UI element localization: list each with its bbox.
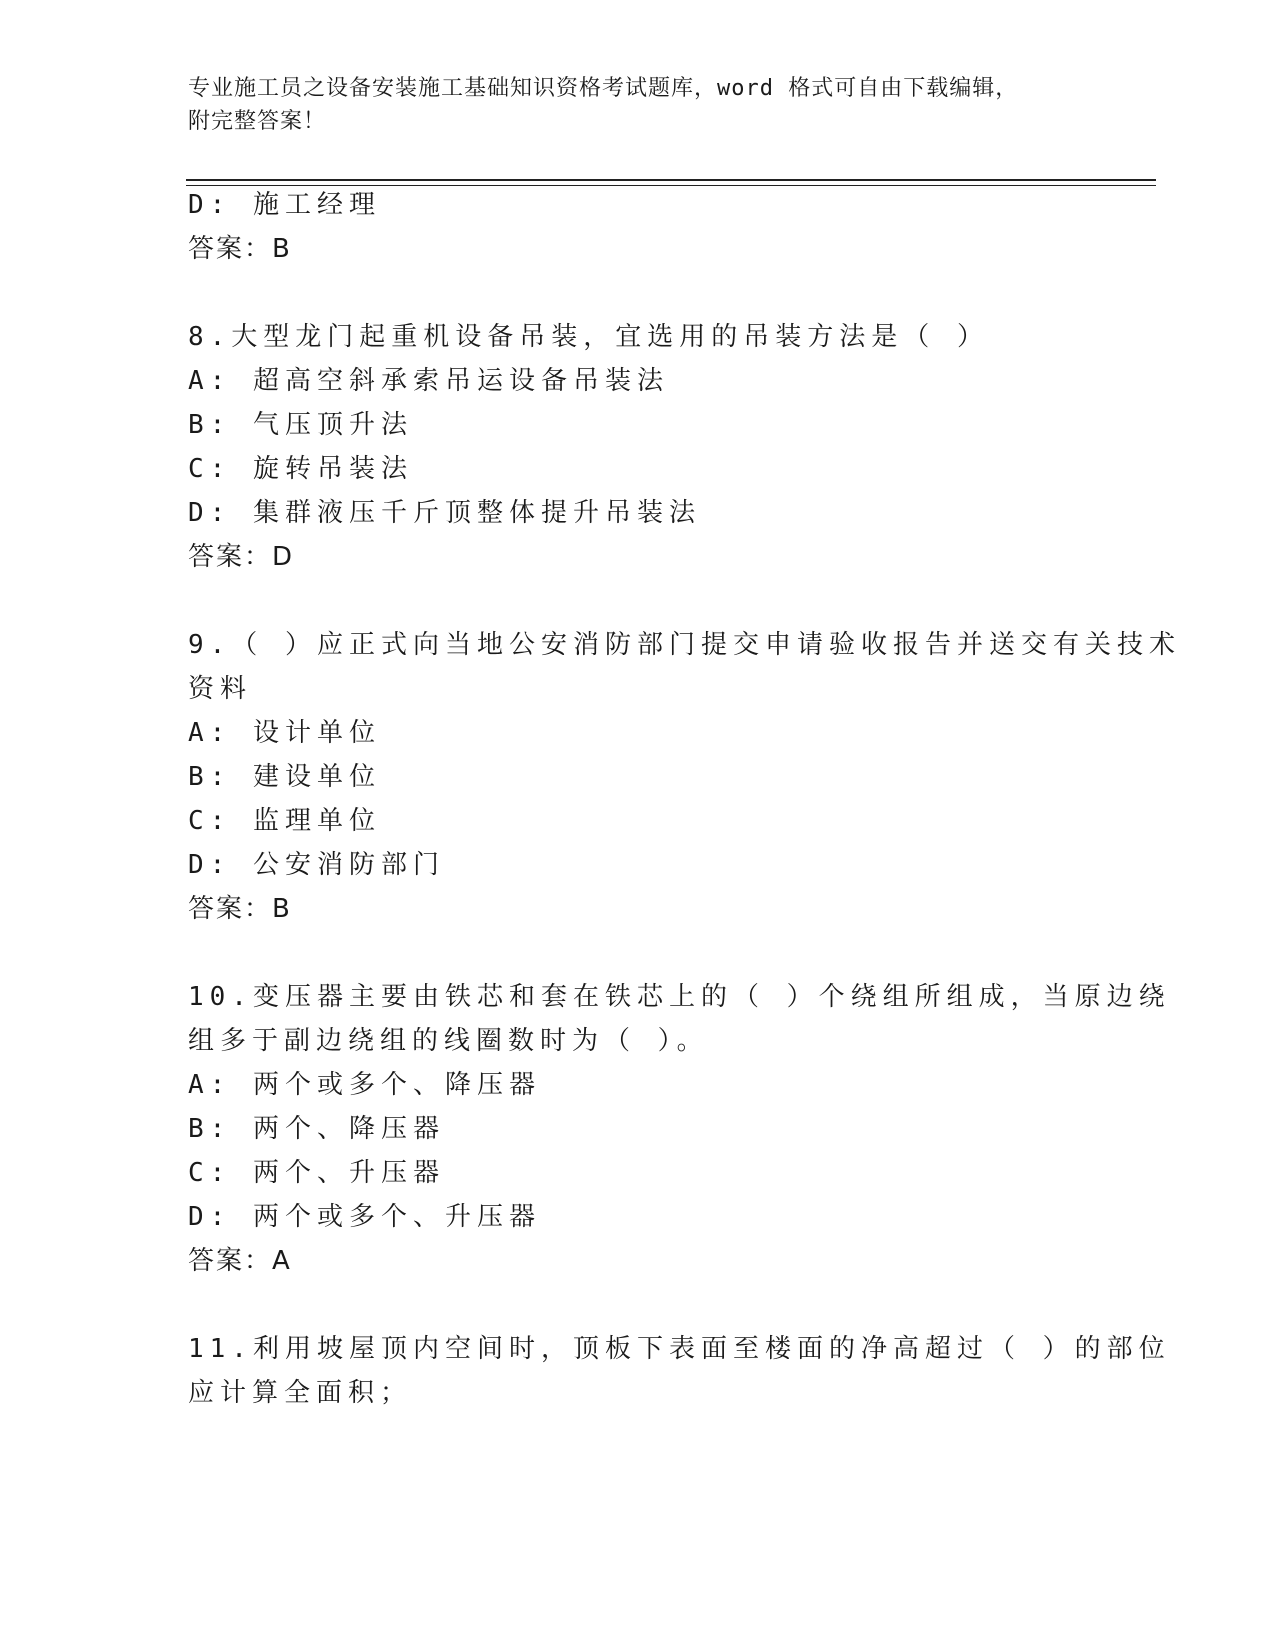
document-header (188, 72, 1088, 138)
header-line-2: 附完整答案！ (188, 109, 327, 134)
option-d: D: 施工经理 (188, 190, 381, 220)
question-9-option-b: B: 建设单位 (188, 762, 381, 792)
question-8-option-a: A: 超高空斜承索吊运设备吊装法 (188, 366, 669, 396)
question-9-option-c: C: 监理单位 (188, 806, 381, 836)
question-10-option-d: D: 两个或多个、升压器 (188, 1202, 541, 1232)
question-9-answer: 答案：B (188, 894, 292, 924)
question-8-option-c: C: 旋转吊装法 (188, 454, 413, 484)
question-10-option-b: B: 两个、降压器 (188, 1114, 445, 1144)
question-10-answer: 答案：A (188, 1246, 292, 1276)
question-10-stem-line-2: 组多于副边绕组的线圈数时为（ ）。 (188, 1026, 709, 1056)
question-9-option-d: D: 公安消防部门 (188, 850, 445, 880)
header-divider-thin (186, 185, 1156, 186)
answer-line: 答案：B (188, 234, 292, 264)
header-line-1: 专业施工员之设备安装施工基础知识资格考试题库，word 格式可自由下载编辑， (188, 76, 1019, 101)
question-10-stem-line-1: 10.变压器主要由铁芯和套在铁芯上的（ ）个绕组所组成，当原边绕 (188, 982, 1171, 1012)
question-9-stem-line-2: 资料 (188, 674, 253, 704)
question-8-option-d: D: 集群液压千斤顶整体提升吊装法 (188, 498, 701, 528)
question-10-option-a: A: 两个或多个、降压器 (188, 1070, 541, 1100)
header-divider-thick (186, 179, 1156, 181)
question-8-stem: 8.大型龙门起重机设备吊装，宜选用的吊装方法是（ ） (188, 322, 989, 352)
question-10-option-c: C: 两个、升压器 (188, 1158, 445, 1188)
question-9-option-a: A: 设计单位 (188, 718, 381, 748)
question-11-stem-line-1: 11.利用坡屋顶内空间时，顶板下表面至楼面的净高超过（ ）的部位 (188, 1334, 1171, 1364)
question-8-option-b: B: 气压顶升法 (188, 410, 413, 440)
question-11-stem-line-2: 应计算全面积； (188, 1378, 413, 1408)
question-8-answer: 答案：D (188, 542, 295, 572)
question-9-stem-line-1: 9.（ ）应正式向当地公安消防部门提交申请验收报告并送交有关技术 (188, 630, 1181, 660)
